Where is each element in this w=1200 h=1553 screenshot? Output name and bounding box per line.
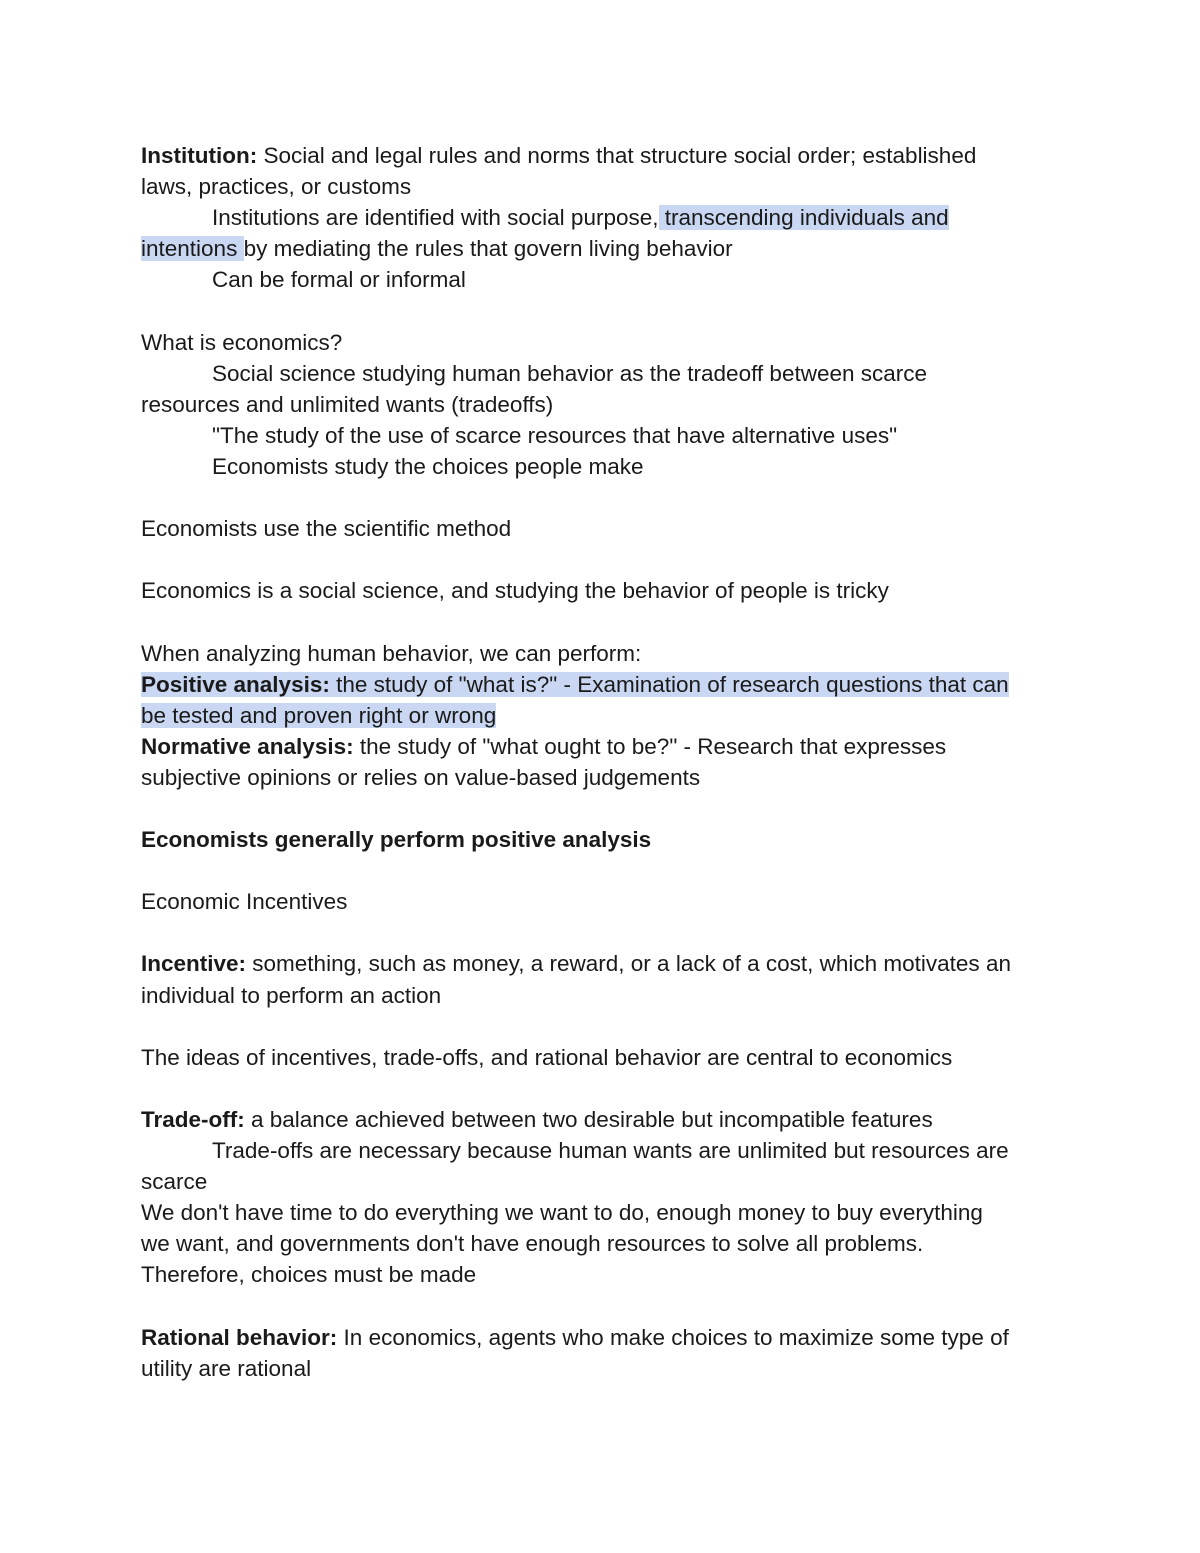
analysis-intro: When analyzing human behavior, we can perform: [141, 640, 642, 666]
tradeoff-line-6: Therefore, choices must be made [141, 1262, 477, 1288]
institution-term: Institution: [141, 143, 258, 168]
spacer [141, 1290, 1056, 1321]
central-ideas-line: The ideas of incentives, trade-offs, and rational behavior are central to economics [141, 1044, 953, 1070]
spacer [141, 1073, 1056, 1104]
incentive-line-1: Incentive: something, such as money, a reward, or a lack of a cost, which motivates an [141, 951, 1011, 977]
normative-analysis-term: Normative analysis: [141, 733, 354, 759]
economics-line-3: "The study of the use of scarce resources that have alternative uses" [212, 422, 898, 448]
positive-analysis-term: Positive analysis: [141, 671, 330, 697]
rational-line-1: Rational behavior: In economics, agents who make choices to maximize some type of [141, 1324, 1009, 1350]
incentive-line-2: individual to perform an action [141, 982, 442, 1008]
tradeoff-line-1: Trade-off: a balance achieved between two desirable but incompatible features [141, 1106, 933, 1132]
spacer [141, 793, 1056, 824]
highlighted-text: Positive analysis: the study of "what is?" - Examination of research questions that can [141, 671, 1009, 697]
normative-analysis-line-1: Normative analysis: the study of "what ought to be?" - Research that expresses [141, 733, 947, 759]
institution-line-3: Institutions are identified with social purpose, transcending individuals and [212, 205, 949, 231]
institution-line-4: intentions by mediating the rules that govern living behavior [141, 236, 733, 262]
spacer [141, 917, 1056, 948]
incentive-term: Incentive: [141, 951, 247, 977]
tradeoff-line-2: Trade-offs are necessary because human wants are unlimited but resources are [212, 1138, 1009, 1163]
spacer [141, 295, 1056, 326]
spacer [141, 855, 1056, 886]
highlighted-text: intentions [141, 236, 244, 262]
spacer [141, 1011, 1056, 1042]
tradeoff-term: Trade-off: [141, 1106, 245, 1132]
positive-analysis-line-2 [141, 700, 1056, 731]
economics-question: What is economics? [141, 329, 343, 355]
spacer [141, 544, 1056, 575]
social-science-line: Economics is a social science, and studying the behavior of people is tricky [141, 578, 889, 604]
normative-analysis-line-2: subjective opinions or relies on value-based judgements [141, 764, 701, 790]
spacer [141, 606, 1056, 637]
highlighted-text: be tested and proven right or wrong [141, 702, 497, 728]
institution-line-1: Institution: Social and legal rules and norms that structure social order; established [141, 143, 977, 168]
positive-statement: Economists generally perform positive analysis [141, 827, 652, 853]
tradeoff-line-5: we want, and governments don't have enough resources to solve all problems. [141, 1231, 924, 1257]
spacer [141, 482, 1056, 513]
economics-line-4: Economists study the choices people make [212, 453, 644, 479]
highlighted-text: transcending individuals and [658, 205, 949, 231]
economics-line-1: Social science studying human behavior as the tradeoff between scarce [212, 360, 928, 386]
positive-analysis-line-1 [141, 669, 1056, 700]
document-page [141, 140, 1056, 1384]
scientific-method-line: Economists use the scientific method [141, 516, 512, 542]
institution-line-2: laws, practices, or customs [141, 174, 412, 200]
rational-term: Rational behavior: [141, 1324, 338, 1350]
economics-line-2: resources and unlimited wants (tradeoffs) [141, 391, 554, 417]
tradeoff-line-3: scarce [141, 1169, 208, 1195]
rational-line-2: utility are rational [141, 1355, 312, 1381]
institution-line-5: Can be formal or informal [212, 267, 466, 293]
tradeoff-line-4: We don't have time to do everything we want to do, enough money to buy everything [141, 1200, 983, 1226]
incentives-heading: Economic Incentives [141, 889, 348, 915]
